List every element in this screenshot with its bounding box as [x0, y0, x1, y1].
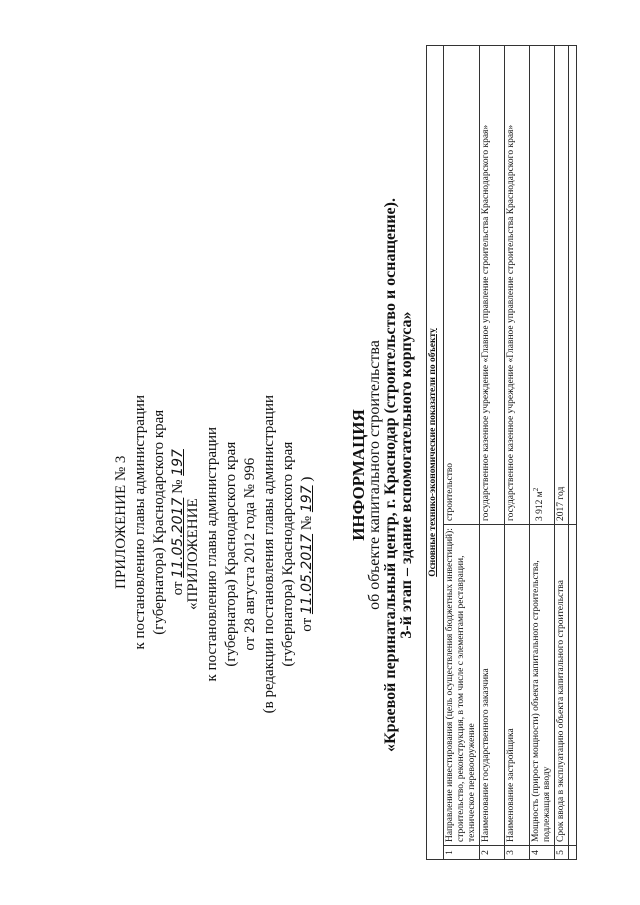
appendix-line: к постановлению главы администрации — [132, 395, 148, 650]
handwritten-date: 11.05.2017 — [299, 533, 315, 615]
table-row: 5 Срок ввода в эксплуатацию объекта капитального строительства 2017 год — [555, 46, 569, 860]
appendix-title: ПРИЛОЖЕНИЕ № 3 — [113, 455, 129, 589]
document-subtitle: об объекте капитального строительства — [366, 340, 383, 610]
row-label: Наименование государственного заказчика — [480, 525, 505, 846]
table-row: 4 Мощность (прирост мощности) объекта капитального строительства, подлежащая вводу 3 912 $м^2$ — [530, 46, 555, 860]
appendix-line: (губернатора) Краснодарского края — [151, 409, 167, 635]
object-name: «Краевой перинатальный центр, г. Краснодар (строительство и оснащение). — [382, 198, 399, 752]
appendix-date-line: от 11.05.2017 № 197 — [170, 449, 186, 596]
row-value: 3 912 $м^2$ — [530, 46, 555, 525]
row-value: государственное казенное учреждение «Главное управление строительства Краснодарского края» — [480, 46, 505, 525]
appendix-date-line: от 11.05.2017 № 197 ) — [299, 476, 315, 632]
appendix-line: (губернатора) Краснодарского края — [280, 441, 296, 667]
appendix-line: к постановлению главы администрации — [204, 426, 220, 682]
appendix-line: (в редакции постановления главы администрации — [261, 395, 277, 714]
indicators-table — [426, 45, 577, 860]
appendix-stamp-original — [184, 395, 317, 713]
table-row: 1 Направление инвестирования (цель осуществления бюджетных инвестиций): строительство, реконструкция, в том числе с элементами реставрации, техническое перевооружение строительство — [444, 46, 480, 860]
row-value: строительство — [444, 46, 480, 525]
appendix-title: «ПРИЛОЖЕНИЕ — [185, 498, 201, 610]
handwritten-date: 11.05.2017 — [170, 497, 186, 578]
handwritten-number: 197 — [299, 485, 315, 513]
appendix-stamp-current — [112, 395, 188, 650]
row-label: Направление инвестирования (цель осуществления бюджетных инвестиций): строительство, реконструкция, в том числе с элементами реставрации, техническое перевооружение — [444, 525, 480, 846]
table-row: 2 Наименование государственного заказчика государственное казенное учреждение «Главное управление строительства Краснодарского края» — [480, 46, 505, 860]
row-label: Мощность (прирост мощности) объекта капитального строительства, подлежащая вводу — [530, 525, 555, 846]
appendix-line: от 28 августа 2012 года № 996 — [242, 457, 258, 651]
row-label: Наименование застройщика — [505, 525, 530, 846]
table-heading: Основные технико-экономические показатели по объекту — [427, 46, 444, 860]
table-row-empty — [569, 46, 577, 860]
row-value: государственное казенное учреждение «Главное управление строительства Краснодарского края» — [505, 46, 530, 525]
appendix-line: (губернатора) Краснодарского края — [223, 441, 239, 667]
row-value: 2017 год — [555, 46, 569, 525]
document-title-block — [351, 175, 415, 775]
object-stage: 3-й этап – здание вспомогательного корпуса» — [398, 311, 415, 639]
row-label: Срок ввода в эксплуатацию объекта капитального строительства — [555, 525, 569, 846]
handwritten-number: 197 — [170, 449, 186, 476]
document-title: ИНФОРМАЦИЯ — [349, 409, 368, 541]
table-row: 3 Наименование застройщика государственное казенное учреждение «Главное управление строительства Краснодарского края» — [505, 46, 530, 860]
